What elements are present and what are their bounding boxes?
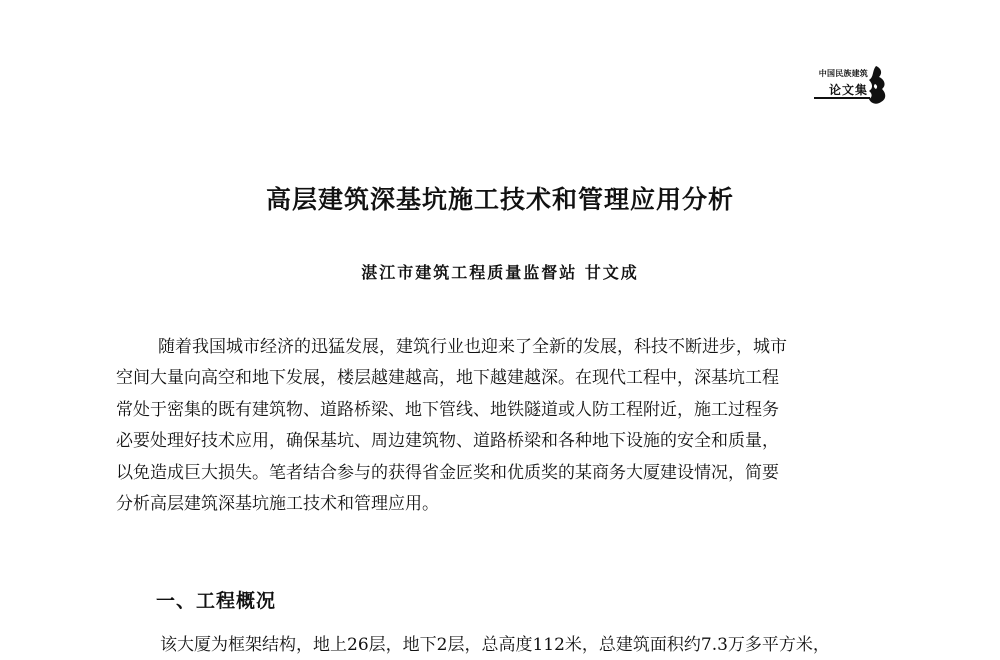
paragraph-line: 分析高层建筑深基坑施工技术和管理应用。 (116, 494, 439, 515)
paragraph-line: 必要处理好技术应用，确保基坑、周边建筑物、道路桥梁和各种地下设施的安全和质量， (116, 431, 779, 452)
paragraph-line: 常处于密集的既有建筑物、道路桥梁、地下管线、地铁隧道或人防工程附近，施工过程务 (116, 399, 779, 420)
article-title: 高层建筑深基坑施工技术和管理应用分析 (265, 185, 734, 214)
paragraph-line: 空间大量向高空和地下发展，楼层越建越高，地下越建越深。在现代工程中，深基坑工程 (116, 368, 779, 389)
series-subtitle: 论文集 (828, 83, 868, 97)
intro-paragraph (116, 332, 890, 520)
series-logo (808, 64, 890, 108)
section-body-line: 该大厦为框架结构，地上26层，地下2层，总高度112米，总建筑面积约7.3万多平方米， (160, 635, 830, 655)
ink-figure-icon (866, 64, 890, 108)
paragraph-line: 随着我国城市经济的迅猛发展，建筑行业也迎来了全新的发展，科技不断进步，城市 (158, 337, 787, 357)
series-underline (814, 97, 870, 99)
paragraph-line: 以免造成巨大损失。笔者结合参与的获得省金匠奖和优质奖的某商务大厦建设情况，简要 (116, 462, 779, 483)
series-name: 中国民族建筑 (818, 69, 868, 78)
section-heading: 一、工程概况 (156, 590, 277, 612)
author-affiliation: 湛江市建筑工程质量监督站 甘文成 (361, 263, 639, 282)
